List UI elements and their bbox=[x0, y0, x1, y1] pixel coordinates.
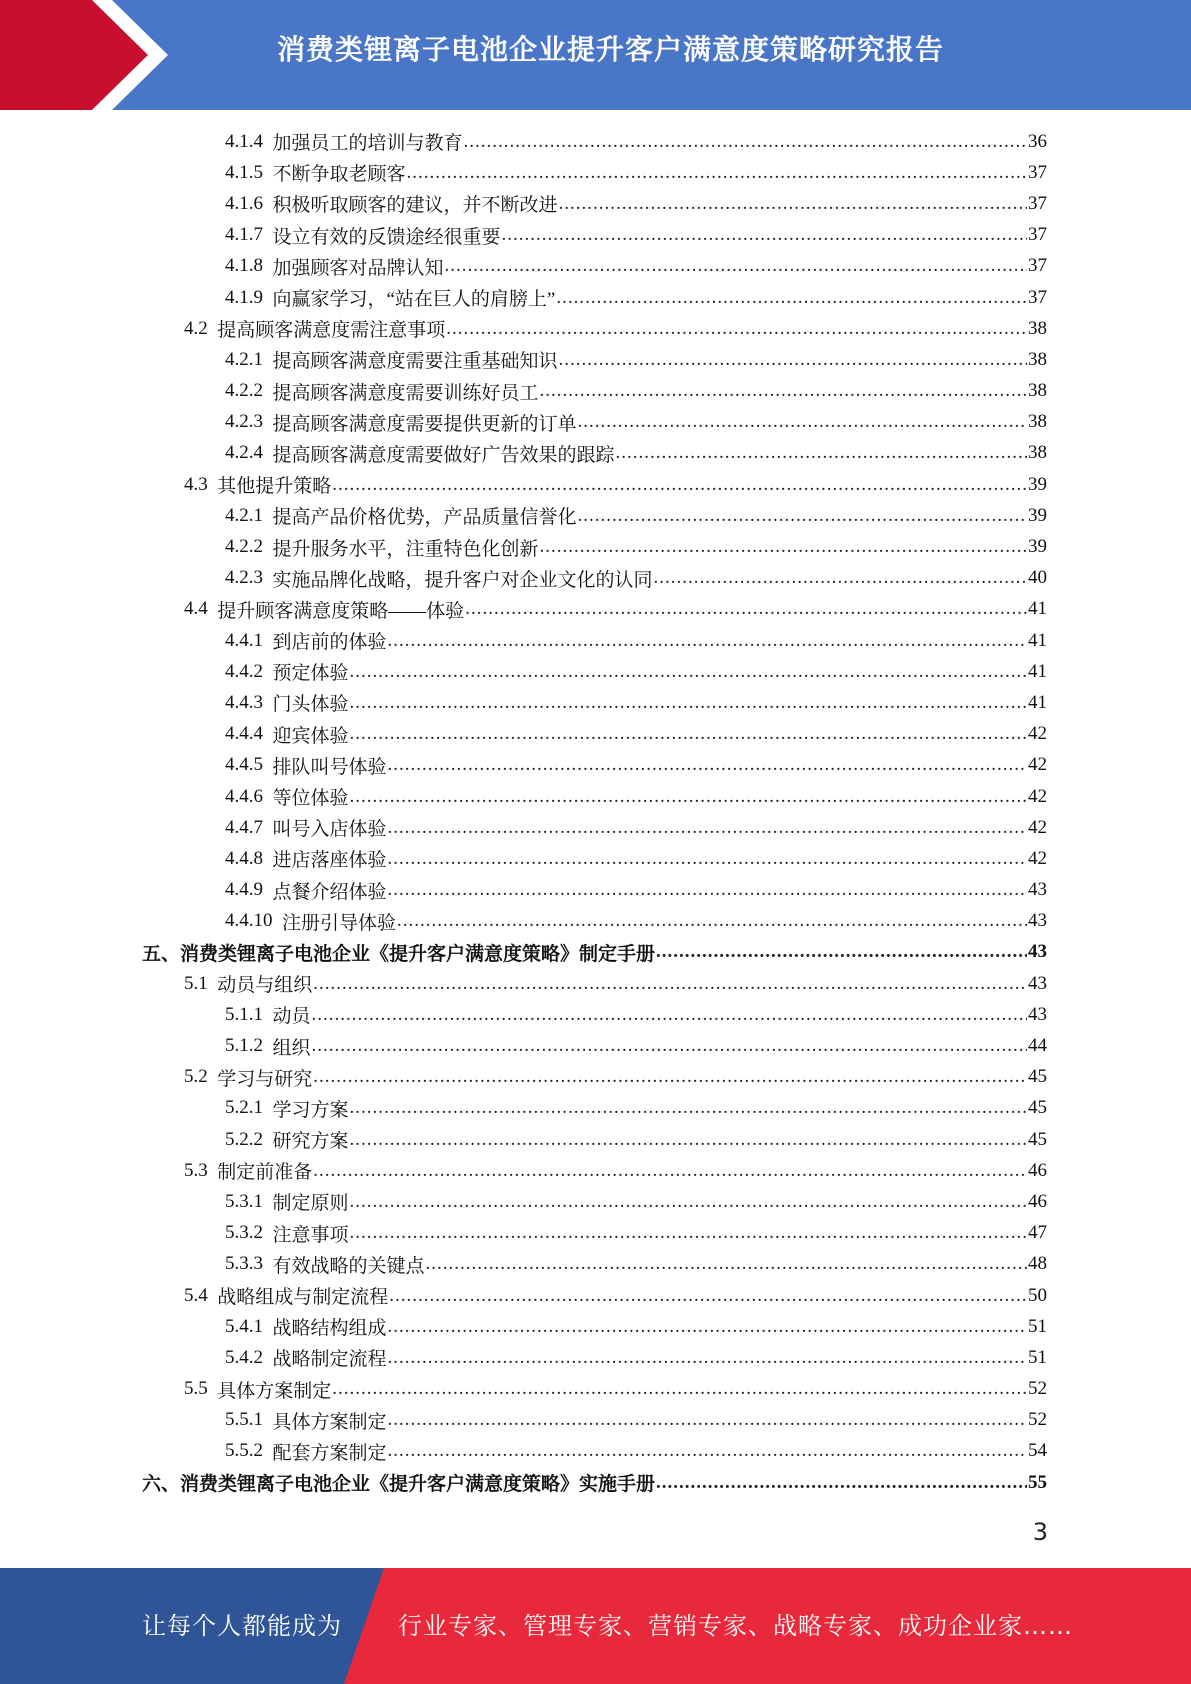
toc-entry-title: 点餐介绍体验 bbox=[272, 881, 387, 903]
toc-entry-page: 36 bbox=[1028, 130, 1047, 152]
toc-entry[interactable] bbox=[0, 1062, 1191, 1093]
toc-entry-number: 5.4.1 bbox=[225, 1315, 263, 1337]
toc-entry-title: 提升服务水平，注重特色化创新 bbox=[272, 538, 539, 560]
toc-entry-page: 45 bbox=[1028, 1097, 1047, 1119]
toc-entry-number: 5.1 bbox=[184, 972, 208, 994]
toc-entry-title: 积极听取顾客的建议，并不断改进 bbox=[272, 195, 558, 217]
toc-entry-title: 制定前准备 bbox=[217, 1162, 313, 1184]
toc-entry-number: 4.2.1 bbox=[225, 348, 263, 370]
toc-entry[interactable] bbox=[0, 875, 1191, 906]
toc-entry-page: 42 bbox=[1028, 785, 1047, 807]
toc-entry-page: 38 bbox=[1028, 411, 1047, 433]
toc-entry-page: 39 bbox=[1028, 536, 1047, 558]
toc-entry[interactable] bbox=[0, 1093, 1191, 1124]
toc-entry[interactable] bbox=[0, 937, 1191, 968]
toc-entry[interactable] bbox=[0, 407, 1191, 438]
toc-entry-page: 37 bbox=[1028, 286, 1047, 308]
toc-entry-number: 4.4.2 bbox=[225, 660, 263, 682]
toc-dot-leader bbox=[578, 505, 1027, 527]
toc-entry-page: 47 bbox=[1028, 1222, 1047, 1244]
toc-entry-number: 4.3 bbox=[184, 473, 208, 495]
toc-entry-page: 42 bbox=[1028, 754, 1047, 776]
toc-entry-title: 不断争取老顾客 bbox=[272, 164, 406, 186]
toc-entry-page: 41 bbox=[1028, 691, 1047, 713]
toc-entry-title: 其他提升策略 bbox=[217, 476, 332, 498]
toc-entry-number: 4.1.8 bbox=[225, 255, 263, 277]
toc-entry-title: 提高顾客满意度需要做好广告效果的跟踪 bbox=[272, 444, 615, 466]
toc-dot-leader bbox=[464, 131, 1027, 153]
toc-entry-page: 37 bbox=[1028, 255, 1047, 277]
toc-entry[interactable] bbox=[0, 1186, 1191, 1217]
toc-entry[interactable] bbox=[0, 438, 1191, 469]
toc-entry-page: 55 bbox=[1028, 1471, 1047, 1493]
toc-entry[interactable] bbox=[0, 344, 1191, 375]
toc-entry-number: 4.4.8 bbox=[225, 847, 263, 869]
toc-dot-leader bbox=[465, 598, 1027, 620]
toc-entry-number: 5.4.2 bbox=[225, 1346, 263, 1368]
toc-entry-page: 40 bbox=[1028, 567, 1047, 589]
toc-dot-leader bbox=[502, 224, 1027, 246]
toc-dot-leader bbox=[313, 973, 1027, 995]
toc-entry[interactable] bbox=[0, 126, 1191, 157]
toc-dot-leader bbox=[350, 1222, 1027, 1244]
toc-dot-leader bbox=[656, 941, 1027, 963]
toc-entry[interactable] bbox=[0, 781, 1191, 812]
toc-entry-number: 4.2.3 bbox=[225, 411, 263, 433]
toc-dot-leader bbox=[578, 411, 1027, 433]
toc-entry-number: 5.5.2 bbox=[225, 1440, 263, 1462]
toc-entry[interactable] bbox=[0, 563, 1191, 594]
toc-dot-leader bbox=[616, 442, 1027, 464]
toc-entry-page: 38 bbox=[1028, 348, 1047, 370]
toc-entry-page: 52 bbox=[1028, 1409, 1047, 1431]
toc-entry-title: 有效战略的关键点 bbox=[272, 1255, 425, 1277]
toc-entry[interactable] bbox=[0, 1311, 1191, 1342]
toc-entry-page: 44 bbox=[1028, 1035, 1047, 1057]
toc-entry-title: 等位体验 bbox=[272, 788, 349, 810]
toc-entry-number: 4.4.3 bbox=[225, 691, 263, 713]
toc-dot-leader bbox=[445, 255, 1027, 277]
toc-entry-page: 41 bbox=[1028, 629, 1047, 651]
toc-entry-title: 加强顾客对品牌认知 bbox=[272, 257, 444, 279]
toc-entry-number: 六、 bbox=[142, 1474, 181, 1496]
toc-entry[interactable] bbox=[0, 531, 1191, 562]
toc-entry-page: 39 bbox=[1028, 504, 1047, 526]
toc-entry-page: 43 bbox=[1028, 910, 1047, 932]
toc-entry-title: 消费类锂离子电池企业《提升客户满意度策略》实施手册 bbox=[180, 1474, 656, 1496]
toc-entry-number: 5.5.1 bbox=[225, 1409, 263, 1431]
toc-entry-number: 五、 bbox=[142, 943, 181, 965]
toc-entry[interactable] bbox=[0, 1155, 1191, 1186]
toc-entry[interactable] bbox=[0, 1405, 1191, 1436]
toc-entry-number: 5.3.2 bbox=[225, 1222, 263, 1244]
toc-entry-number: 4.1.5 bbox=[225, 161, 263, 183]
toc-entry-title: 动员与组织 bbox=[217, 975, 313, 997]
toc-entry-title: 动员 bbox=[272, 1006, 311, 1028]
toc-entry[interactable] bbox=[0, 968, 1191, 999]
toc-entry-title: 注意事项 bbox=[272, 1224, 349, 1246]
toc-entry-page: 38 bbox=[1028, 442, 1047, 464]
toc-entry-number: 4.2.2 bbox=[225, 380, 263, 402]
toc-entry-number: 5.1.2 bbox=[225, 1035, 263, 1057]
toc-entry[interactable] bbox=[0, 157, 1191, 188]
toc-entry-page: 41 bbox=[1028, 660, 1047, 682]
toc-entry-number: 4.4.4 bbox=[225, 723, 263, 745]
footer-slogan-right: 行业专家、管理专家、营销专家、战略专家、成功企业家…… bbox=[398, 1612, 1073, 1640]
toc-entry-number: 5.2.2 bbox=[225, 1128, 263, 1150]
toc-dot-leader bbox=[426, 1253, 1027, 1275]
page-footer bbox=[0, 1568, 1191, 1684]
toc-entry[interactable] bbox=[0, 1249, 1191, 1280]
toc-entry-number: 4.4 bbox=[184, 598, 208, 620]
toc-entry[interactable] bbox=[0, 1124, 1191, 1155]
toc-entry-title: 学习与研究 bbox=[217, 1068, 313, 1090]
toc-entry[interactable] bbox=[0, 500, 1191, 531]
toc-entry-number: 4.2.1 bbox=[225, 504, 263, 526]
toc-entry[interactable] bbox=[0, 251, 1191, 282]
toc-entry-number: 5.3.3 bbox=[225, 1253, 263, 1275]
toc-entry-number: 4.1.9 bbox=[225, 286, 263, 308]
toc-entry[interactable] bbox=[0, 1218, 1191, 1249]
toc-entry-title: 提高顾客满意度需要注重基础知识 bbox=[272, 351, 558, 373]
toc-entry-number: 5.2 bbox=[184, 1066, 208, 1088]
toc-entry-page: 38 bbox=[1028, 317, 1047, 339]
toc-entry[interactable] bbox=[0, 687, 1191, 718]
toc-dot-leader bbox=[388, 1440, 1027, 1462]
toc-entry-page: 45 bbox=[1028, 1066, 1047, 1088]
footer-slogan-left: 让每个人都能成为 bbox=[142, 1612, 342, 1640]
toc-dot-leader bbox=[350, 1097, 1027, 1119]
toc-entry-title: 提高顾客满意度需要训练好员工 bbox=[272, 382, 539, 404]
toc-dot-leader bbox=[540, 536, 1027, 558]
toc-entry-title: 进店落座体验 bbox=[272, 850, 387, 872]
toc-dot-leader bbox=[656, 1472, 1027, 1494]
toc-entry-page: 41 bbox=[1028, 598, 1047, 620]
toc-entry-number: 5.1.1 bbox=[225, 1003, 263, 1025]
toc-entry[interactable] bbox=[0, 1342, 1191, 1373]
toc-entry[interactable] bbox=[0, 594, 1191, 625]
toc-entry-title: 具体方案制定 bbox=[217, 1380, 332, 1402]
toc-entry-title: 消费类锂离子电池企业《提升客户满意度策略》制定手册 bbox=[180, 943, 656, 965]
toc-entry-title: 配套方案制定 bbox=[272, 1442, 387, 1464]
toc-dot-leader bbox=[388, 630, 1027, 652]
toc-entry-title: 组织 bbox=[272, 1037, 311, 1059]
toc-entry-title: 提升顾客满意度策略——体验 bbox=[217, 600, 465, 622]
toc-entry[interactable] bbox=[0, 188, 1191, 219]
toc-entry-title: 向赢家学习，“站在巨人的肩膀上” bbox=[272, 289, 556, 311]
toc-entry-number: 4.4.7 bbox=[225, 816, 263, 838]
page-header bbox=[0, 0, 1191, 110]
toc-dot-leader bbox=[313, 1066, 1027, 1088]
toc-entry-number: 4.2.3 bbox=[225, 567, 263, 589]
toc-entry-page: 46 bbox=[1028, 1190, 1047, 1212]
toc-dot-leader bbox=[388, 754, 1027, 776]
toc-dot-leader bbox=[556, 287, 1027, 309]
toc-dot-leader bbox=[559, 349, 1027, 371]
toc-entry-number: 5.2.1 bbox=[225, 1097, 263, 1119]
toc-entry[interactable] bbox=[0, 812, 1191, 843]
toc-dot-leader bbox=[312, 1035, 1027, 1057]
toc-entry-page: 42 bbox=[1028, 847, 1047, 869]
toc-dot-leader bbox=[350, 692, 1027, 714]
toc-entry[interactable] bbox=[0, 220, 1191, 251]
toc-dot-leader bbox=[388, 879, 1027, 901]
toc-entry[interactable] bbox=[0, 376, 1191, 407]
toc-entry-page: 43 bbox=[1028, 941, 1047, 963]
toc-entry[interactable] bbox=[0, 469, 1191, 500]
toc-entry-title: 设立有效的反馈途经很重要 bbox=[272, 226, 501, 248]
toc-dot-leader bbox=[332, 474, 1027, 496]
toc-entry-number: 4.1.7 bbox=[225, 224, 263, 246]
toc-entry[interactable] bbox=[0, 719, 1191, 750]
toc-entry-title: 提高顾客满意度需要提供更新的订单 bbox=[272, 413, 577, 435]
toc-dot-leader bbox=[388, 1347, 1027, 1369]
document-title: 消费类锂离子电池企业提升客户满意度策略研究报告 bbox=[276, 33, 944, 66]
toc-entry-number: 4.4.5 bbox=[225, 754, 263, 776]
toc-entry-title: 学习方案 bbox=[272, 1099, 349, 1121]
toc-entry-title: 战略组成与制定流程 bbox=[217, 1287, 389, 1309]
toc-dot-leader bbox=[350, 661, 1027, 683]
toc-entry[interactable] bbox=[0, 750, 1191, 781]
toc-dot-leader bbox=[397, 910, 1027, 932]
toc-entry-number: 5.5 bbox=[184, 1378, 208, 1400]
toc-entry-page: 43 bbox=[1028, 879, 1047, 901]
toc-entry-title: 战略制定流程 bbox=[272, 1349, 387, 1371]
toc-entry-title: 提高顾客满意度需注意事项 bbox=[217, 320, 446, 342]
toc-entry-number: 4.4.10 bbox=[225, 910, 273, 932]
toc-entry-title: 加强员工的培训与教育 bbox=[272, 133, 463, 155]
toc-entry-number: 5.4 bbox=[184, 1284, 208, 1306]
toc-entry[interactable] bbox=[0, 1436, 1191, 1467]
toc-entry-title: 预定体验 bbox=[272, 663, 349, 685]
toc-entry-number: 4.4.9 bbox=[225, 879, 263, 901]
toc-entry-title: 注册引导体验 bbox=[282, 912, 397, 934]
toc-dot-leader bbox=[388, 817, 1027, 839]
toc-entry-title: 研究方案 bbox=[272, 1131, 349, 1153]
toc-entry[interactable] bbox=[0, 313, 1191, 344]
toc-entry-page: 43 bbox=[1028, 972, 1047, 994]
toc-entry[interactable] bbox=[0, 1467, 1191, 1498]
toc-dot-leader bbox=[312, 1004, 1027, 1026]
toc-entry-page: 52 bbox=[1028, 1378, 1047, 1400]
toc-entry[interactable] bbox=[0, 1374, 1191, 1405]
toc-entry-number: 5.3.1 bbox=[225, 1190, 263, 1212]
toc-entry-title: 排队叫号体验 bbox=[272, 756, 387, 778]
toc-dot-leader bbox=[350, 786, 1027, 808]
toc-entry[interactable] bbox=[0, 1280, 1191, 1311]
toc-entry[interactable] bbox=[0, 843, 1191, 874]
toc-dot-leader bbox=[388, 848, 1027, 870]
toc-dot-leader bbox=[388, 1409, 1027, 1431]
toc-entry[interactable] bbox=[0, 656, 1191, 687]
toc-entry-number: 4.1.6 bbox=[225, 192, 263, 214]
toc-dot-leader bbox=[388, 1316, 1027, 1338]
toc-entry-page: 48 bbox=[1028, 1253, 1047, 1275]
toc-dot-leader bbox=[559, 193, 1027, 215]
toc-entry-title: 实施品牌化战略，提升客户对企业文化的认同 bbox=[272, 569, 653, 591]
page-number: 3 bbox=[1032, 1518, 1048, 1546]
toc-dot-leader bbox=[389, 1285, 1027, 1307]
toc-entry-page: 51 bbox=[1028, 1315, 1047, 1337]
toc-entry-title: 门头体验 bbox=[272, 694, 349, 716]
table-of-contents bbox=[0, 126, 1191, 1498]
toc-entry-title: 到店前的体验 bbox=[272, 632, 387, 654]
toc-entry-page: 42 bbox=[1028, 723, 1047, 745]
toc-entry-page: 42 bbox=[1028, 816, 1047, 838]
toc-dot-leader bbox=[654, 567, 1027, 589]
toc-entry-page: 37 bbox=[1028, 192, 1047, 214]
toc-entry-number: 4.1.4 bbox=[225, 130, 263, 152]
toc-entry-page: 51 bbox=[1028, 1346, 1047, 1368]
toc-entry-page: 46 bbox=[1028, 1159, 1047, 1181]
toc-entry-title: 制定原则 bbox=[272, 1193, 349, 1215]
toc-entry-number: 4.4.6 bbox=[225, 785, 263, 807]
toc-entry[interactable] bbox=[0, 906, 1191, 937]
toc-entry[interactable] bbox=[0, 999, 1191, 1030]
toc-entry[interactable] bbox=[0, 625, 1191, 656]
toc-entry-page: 37 bbox=[1028, 161, 1047, 183]
toc-entry-number: 4.2.4 bbox=[225, 442, 263, 464]
toc-entry-title: 具体方案制定 bbox=[272, 1411, 387, 1433]
toc-entry-number: 4.2 bbox=[184, 317, 208, 339]
toc-entry-page: 45 bbox=[1028, 1128, 1047, 1150]
toc-dot-leader bbox=[313, 1160, 1027, 1182]
toc-entry-page: 43 bbox=[1028, 1003, 1047, 1025]
toc-entry-number: 4.4.1 bbox=[225, 629, 263, 651]
toc-entry-title: 提高产品价格优势，产品质量信誉化 bbox=[272, 507, 577, 529]
toc-entry[interactable] bbox=[0, 1030, 1191, 1061]
toc-entry-page: 54 bbox=[1028, 1440, 1047, 1462]
toc-entry-page: 39 bbox=[1028, 473, 1047, 495]
toc-dot-leader bbox=[446, 318, 1027, 340]
toc-dot-leader bbox=[407, 162, 1027, 184]
toc-entry-number: 5.3 bbox=[184, 1159, 208, 1181]
toc-entry-title: 叫号入店体验 bbox=[272, 819, 387, 841]
toc-entry-page: 50 bbox=[1028, 1284, 1047, 1306]
toc-dot-leader bbox=[350, 723, 1027, 745]
toc-entry-title: 战略结构组成 bbox=[272, 1318, 387, 1340]
toc-entry[interactable] bbox=[0, 282, 1191, 313]
toc-dot-leader bbox=[350, 1129, 1027, 1151]
toc-entry-title: 迎宾体验 bbox=[272, 725, 349, 747]
toc-entry-page: 38 bbox=[1028, 380, 1047, 402]
toc-entry-page: 37 bbox=[1028, 224, 1047, 246]
toc-entry-number: 4.2.2 bbox=[225, 536, 263, 558]
toc-dot-leader bbox=[350, 1191, 1027, 1213]
toc-dot-leader bbox=[540, 380, 1027, 402]
toc-dot-leader bbox=[332, 1378, 1027, 1400]
